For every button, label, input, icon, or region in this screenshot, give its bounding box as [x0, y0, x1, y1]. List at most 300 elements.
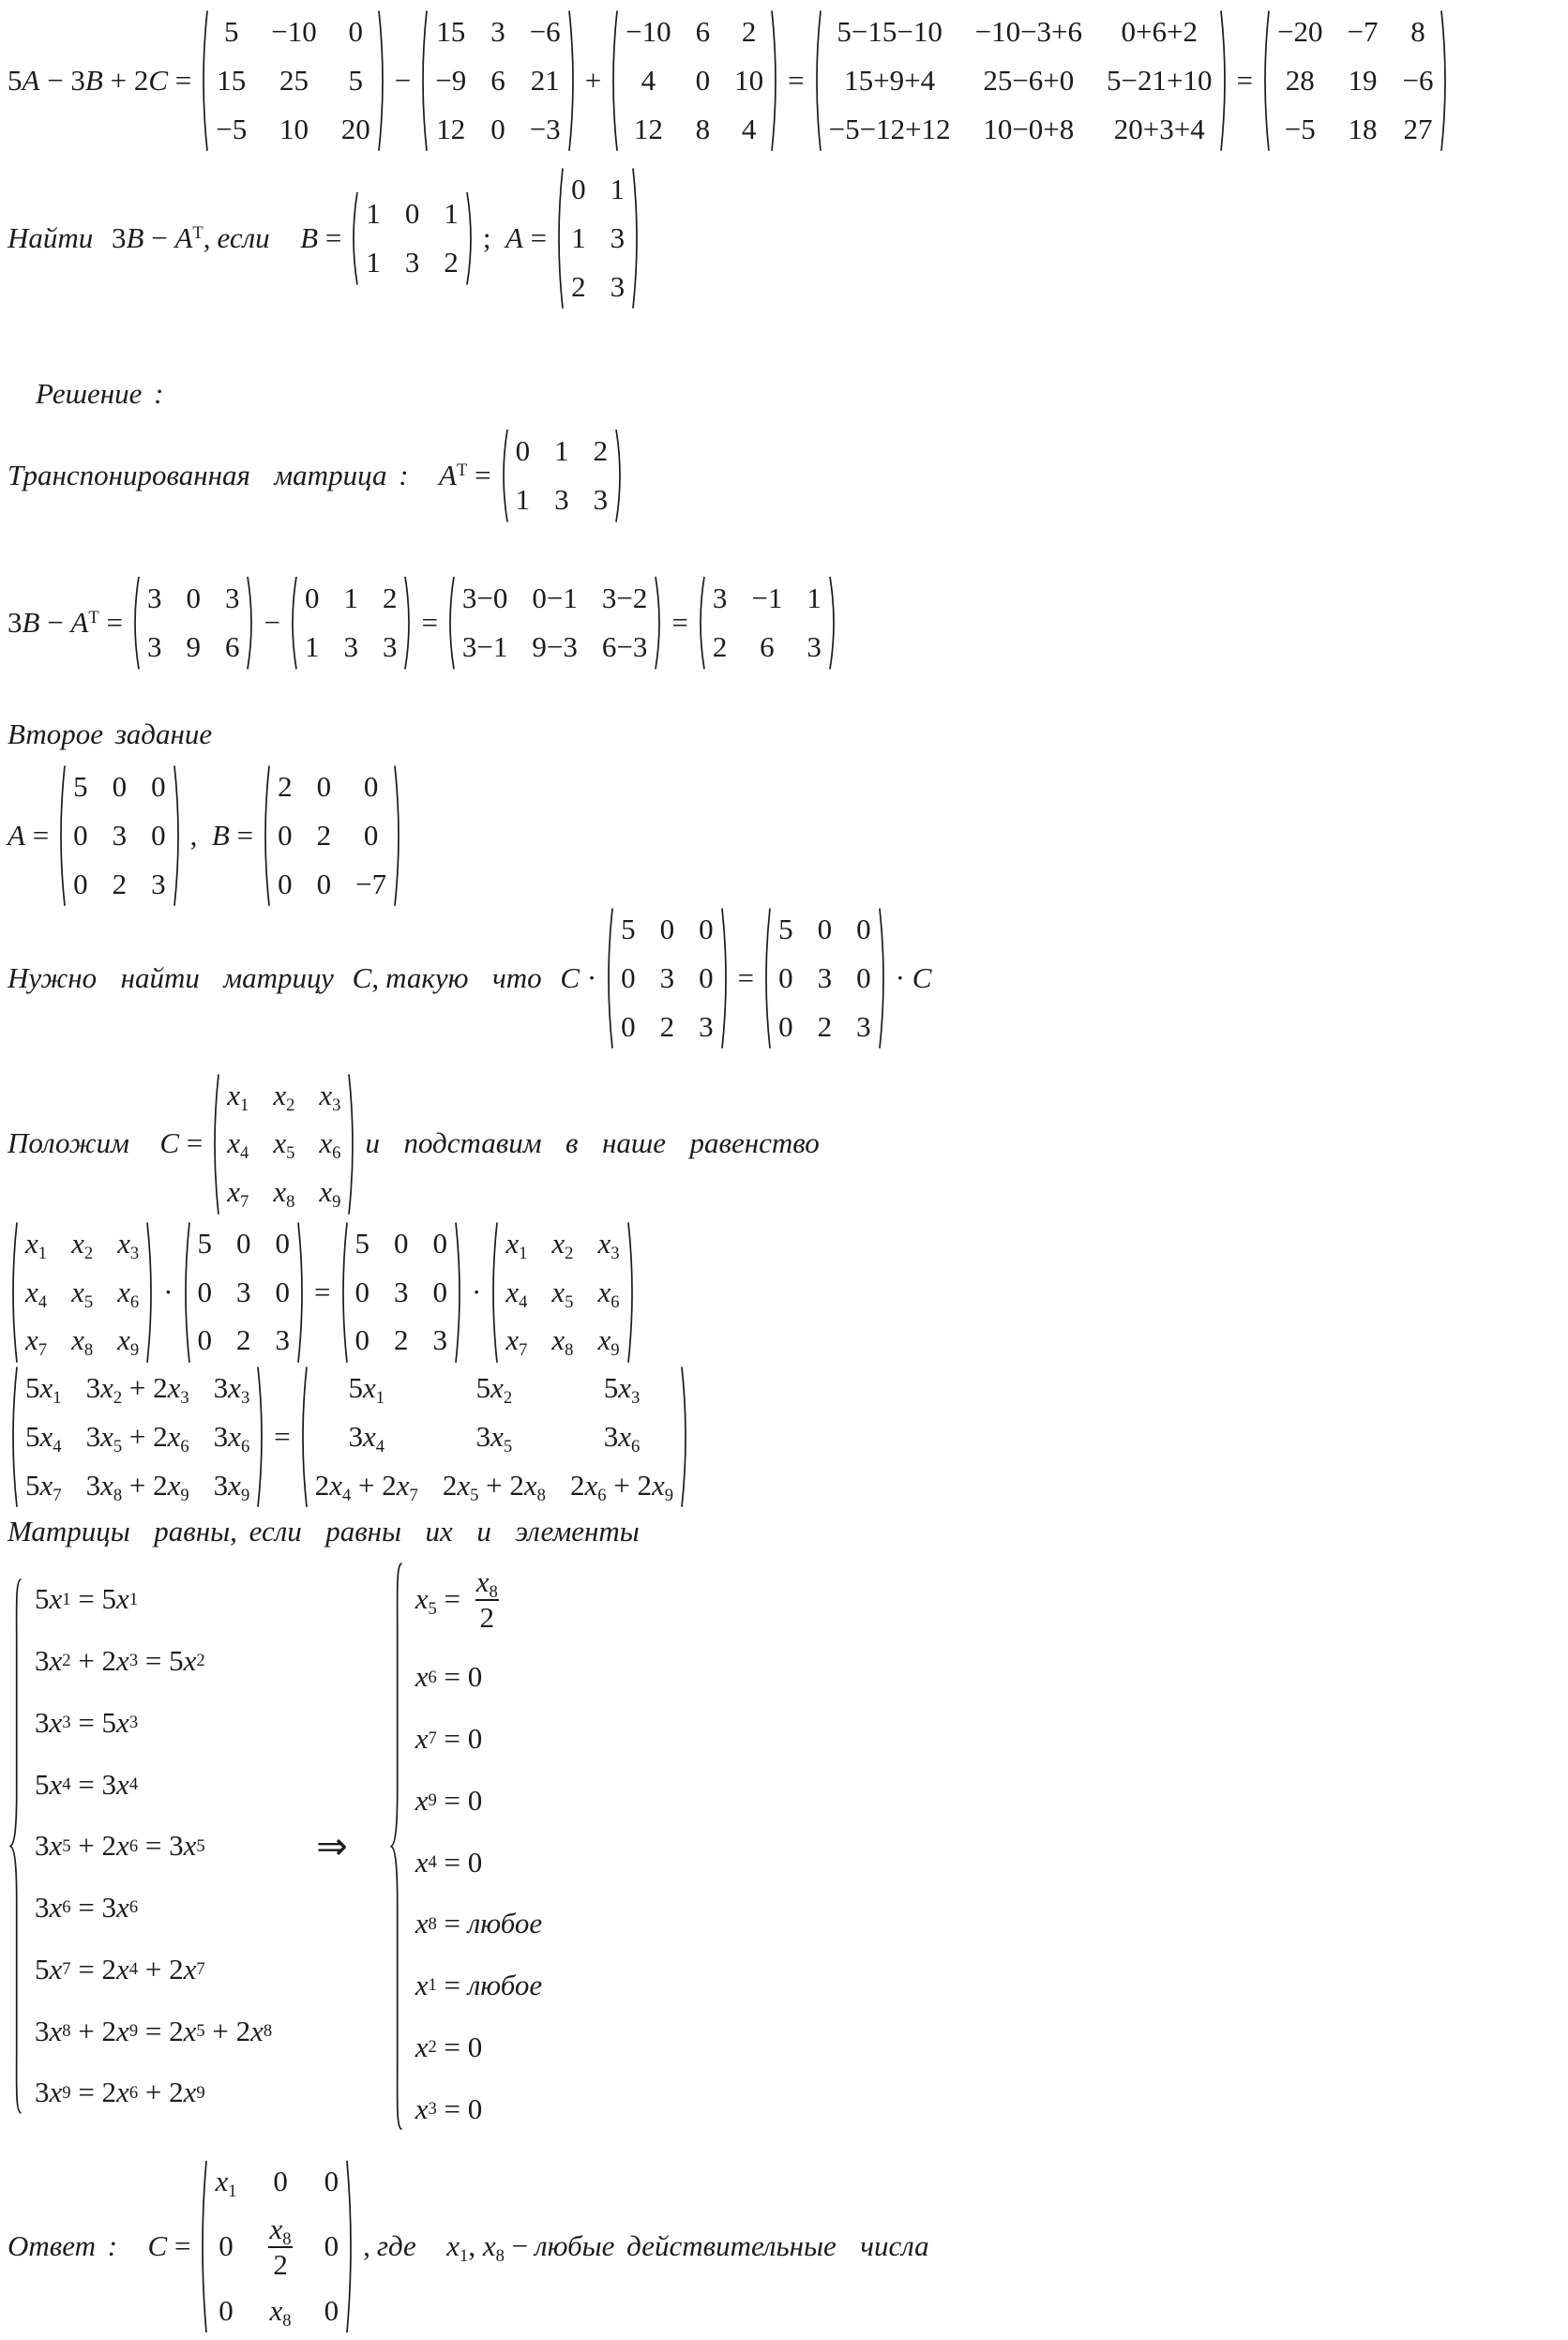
matrix-cell: $5x_1$ [348, 1371, 385, 1408]
matrix-grid [614, 907, 720, 1049]
matrix-cell: 2 [316, 818, 332, 852]
matrix-cell: 0 [571, 173, 586, 206]
matrix-cell: $x_5$ [71, 1275, 94, 1312]
matrix-cell: −5 [1284, 112, 1316, 145]
matrix-grid [298, 576, 404, 671]
matrix-cell: 0 [324, 2294, 339, 2328]
matrix-grid [271, 764, 393, 907]
matrix-cell: 0 [817, 913, 833, 946]
left-paren [348, 191, 359, 286]
right-paren [828, 576, 839, 671]
matrix-cell: $5x_4$ [25, 1419, 62, 1457]
math-run: ; A = [482, 221, 548, 254]
matrix-grid [565, 167, 631, 309]
matrix-cell: 3 [817, 961, 833, 994]
matrix-cell: 0 [275, 1275, 291, 1308]
matrix-cell: $x_9$ [597, 1323, 620, 1361]
math-run: $x_1$, $x_8$ − [446, 2229, 529, 2267]
matrix-cell: 10−0+8 [983, 112, 1075, 145]
matrix-cell: 5−21+10 [1107, 63, 1213, 97]
right-paren [614, 429, 626, 523]
matrix-cell: −5−12+12 [828, 112, 951, 145]
matrix-cell: 0 [316, 770, 332, 803]
text-run: такую что [385, 961, 554, 994]
matrix [197, 2159, 356, 2334]
matrix-cell: 0−1 [532, 581, 578, 614]
matrix-cell: $5x_2$ [475, 1371, 513, 1408]
right-paren [173, 764, 184, 907]
equality-note [8, 1514, 1560, 1550]
text-run: Решение : [36, 376, 164, 410]
matrix-cell: $x_1$ [215, 2165, 237, 2202]
matrix-cell: −10 [271, 15, 317, 48]
matrix-cell: 0 [324, 2229, 339, 2263]
math-run: $x_5$ = [415, 1582, 468, 1620]
matrix-grid [309, 1366, 680, 1508]
left-paren [498, 429, 509, 523]
matrix-cell: 3 [394, 1275, 409, 1308]
system-equation: x 1 = любое [415, 1969, 543, 2002]
matrix-cell: 0 [186, 581, 201, 614]
second-task-label [8, 717, 1560, 753]
product-line [8, 1366, 1560, 1508]
matrix-cell: 2 [817, 1009, 833, 1043]
matrix-cell: $5x_7$ [25, 1468, 62, 1505]
matrix-cell: $x_5$ [551, 1275, 574, 1312]
matrix [608, 9, 781, 152]
math-run: = [314, 1275, 331, 1308]
matrix [338, 1221, 466, 1364]
matrix-cell: 6 [224, 629, 240, 663]
task1-equation [8, 9, 1560, 152]
math-run: C = [159, 1126, 204, 1160]
right-paren [393, 764, 404, 907]
matrix-grid [208, 2159, 345, 2334]
matrix-cell: 8 [1410, 15, 1425, 48]
math-run: − [394, 63, 412, 97]
right-paren [1440, 9, 1451, 152]
right-paren [345, 2159, 356, 2334]
matrix-cell: 5 [224, 15, 239, 48]
system-equation: 3 x 6 = 3 x 6 [35, 1891, 139, 1925]
matrix [55, 764, 184, 907]
left-paren [8, 1221, 19, 1364]
matrix-cell: $x_7$ [25, 1323, 48, 1361]
matrix-grid [1271, 9, 1440, 152]
matrix-grid [429, 9, 566, 152]
matrix-cell: 0 [778, 961, 793, 994]
matrix-cell: 0 [856, 961, 871, 994]
left-paren [603, 907, 614, 1049]
right-paren [377, 9, 388, 152]
matrix-cell: 12 [633, 112, 663, 145]
matrix-cell: $x_9$ [117, 1323, 140, 1361]
matrix [8, 1221, 157, 1364]
right-paren [654, 576, 665, 671]
given-matrices [8, 764, 1560, 907]
left-paren [260, 764, 271, 907]
matrix-grid [191, 1221, 297, 1364]
matrix-cell: $3x_3$ [213, 1371, 250, 1408]
left-paren [761, 907, 772, 1049]
matrix-cell: $2x_6 + 2x_9$ [569, 1468, 674, 1505]
matrix-grid [509, 429, 615, 523]
matrix-cell: $5x_1$ [25, 1371, 62, 1408]
left-paren [488, 1221, 499, 1364]
matrix-cell: $x_2$ [273, 1078, 295, 1115]
matrix [209, 1073, 358, 1215]
matrix-cell: 0 [490, 112, 505, 145]
system-equation: 3 x 3 = 5 x 3 [35, 1705, 139, 1739]
matrix-cell: 3 [659, 961, 675, 994]
matrix-cell: $3x_6$ [603, 1419, 641, 1457]
matrix-cell: $x_2$ [551, 1226, 574, 1263]
math-run: · [163, 1275, 173, 1308]
left-paren [553, 167, 565, 309]
matrix-cell: 2 [112, 867, 128, 900]
matrix-cell: 3 [807, 629, 822, 663]
matrix [761, 907, 889, 1049]
left-paren [695, 576, 706, 671]
equation-system [8, 1574, 276, 2119]
matrix-cell: 2 [394, 1323, 409, 1357]
matrix-cell: 3 [856, 1009, 871, 1043]
fraction-denominator: 2 [268, 2246, 293, 2282]
matrix-cell [262, 2212, 300, 2281]
matrix-cell: 0 [432, 1226, 447, 1260]
matrix-grid [19, 1221, 145, 1364]
right-paren [296, 1221, 308, 1364]
matrix-cell: 0 [219, 2229, 234, 2263]
matrix-cell: 8 [695, 112, 711, 145]
right-paren [403, 576, 415, 671]
matrix-cell: −10−3+6 [974, 15, 1083, 48]
matrix-cell: 4 [641, 63, 656, 97]
math-run: , [363, 2229, 370, 2263]
matrix-grid [456, 576, 654, 671]
math-run: 5A − 3B + 2C = [8, 63, 192, 97]
matrix-cell: 21 [530, 63, 560, 97]
matrix-cell: −1 [751, 581, 783, 614]
matrix-cell: $x_8$ [269, 2294, 292, 2332]
matrix-cell: 2 [382, 581, 398, 614]
left-paren [1259, 9, 1271, 152]
matrix-cell: 0 [151, 818, 166, 852]
matrix-cell: −10 [626, 15, 671, 48]
text-run: Найти [8, 221, 106, 254]
matrix-cell: $3x_2 + 2x_3$ [85, 1371, 189, 1408]
matrix-cell: 0 [659, 913, 675, 946]
matrix-cell: 2 [712, 629, 728, 663]
matrix-grid [359, 191, 465, 286]
matrix-cell: 1 [444, 197, 459, 231]
system-equation: x 7 = 0 [415, 1722, 483, 1756]
math-run: C = [147, 2229, 191, 2263]
matrix-cell: $3x_5$ [475, 1419, 513, 1457]
matrix-cell: 5 [73, 770, 88, 803]
matrix-cell: 15+9+4 [844, 63, 936, 97]
matrix-cell: $x_6$ [117, 1275, 140, 1312]
right-paren [465, 191, 476, 286]
matrix-cell: −3 [529, 112, 561, 145]
matrix-cell: 1 [571, 221, 586, 254]
matrix-cell: 0 [112, 770, 128, 803]
matrix-cell: 2 [741, 15, 757, 48]
system-equation: x 2 = 0 [415, 2030, 483, 2063]
matrix-cell: 0 [621, 961, 636, 994]
matrix [260, 764, 404, 907]
fraction [472, 1565, 503, 1634]
matrix-cell: 0 [432, 1275, 447, 1308]
need-find-line [8, 907, 1560, 1049]
matrix-cell: $3x_5 + 2x_6$ [85, 1419, 189, 1457]
matrix-cell: 3 [275, 1323, 291, 1357]
matrix-cell: 25−6+0 [983, 63, 1075, 97]
matrix [695, 576, 839, 671]
matrix-cell: 3−2 [601, 581, 648, 614]
system-equation: 3 x 9 = 2 x 6 + 2 x 9 [35, 2076, 205, 2109]
text-run: где [376, 2229, 441, 2263]
system-equation: x 9 = 0 [415, 1783, 483, 1817]
math-run: = [737, 961, 755, 994]
matrix-cell: 2 [236, 1323, 251, 1357]
matrix-cell: $2x_5 + 2x_8$ [442, 1468, 546, 1505]
matrix-cell: 0 [197, 1275, 213, 1308]
let-c-line [8, 1073, 1560, 1215]
matrix-cell: 5 [354, 1226, 369, 1260]
matrix-cell: 0 [404, 197, 420, 231]
matrix-cell: 1 [515, 483, 531, 516]
matrix-cell: 20+3+4 [1113, 112, 1205, 145]
matrix-cell: 0 [273, 2165, 288, 2198]
matrix-cell: 0 [699, 913, 714, 946]
matrix-cell: 0 [515, 434, 531, 468]
matrix-cell: 0+6+2 [1121, 15, 1199, 48]
matrix [498, 429, 626, 523]
math-run: $A^T$ = [439, 459, 491, 492]
matrix-grid [209, 9, 376, 152]
matrix-cell: 9 [186, 629, 201, 663]
matrix-cell: 0 [363, 818, 379, 852]
matrix-cell: 15 [217, 63, 247, 97]
matrix-cell: 0 [363, 770, 379, 803]
left-paren [198, 9, 209, 152]
math-run: , B = [189, 818, 254, 852]
matrix-cell: 0 [394, 1226, 409, 1260]
left-paren [608, 9, 619, 152]
matrix-cell: −7 [1347, 15, 1379, 48]
left-paren [811, 9, 822, 152]
matrix-cell: 3 [236, 1275, 251, 1308]
text-run: если [217, 221, 294, 254]
matrix-cell: $x_1$ [25, 1226, 48, 1263]
matrix-cell: 3 [151, 867, 166, 900]
right-paren [720, 907, 731, 1049]
matrix-cell: 28 [1285, 63, 1315, 97]
matrix-cell: $x_1$ [505, 1226, 528, 1263]
implies-arrow-icon: ⇒ [316, 1824, 348, 1868]
matrix-cell: 3 [490, 15, 505, 48]
matrix-cell: 1 [610, 173, 626, 206]
text-run: и подставим в наше равенство [365, 1126, 820, 1160]
matrix [8, 1366, 267, 1508]
matrix-cell: 18 [1348, 112, 1378, 145]
matrix-cell: 5 [778, 913, 793, 946]
system-equation: x 8 = любое [415, 1907, 543, 1940]
left-paren [180, 1221, 191, 1364]
matrix-cell: −20 [1277, 15, 1323, 48]
matrix-cell: 3 [224, 581, 240, 614]
matrix-grid [67, 764, 173, 907]
matrix-cell: 12 [436, 112, 466, 145]
matrix-grid [499, 1221, 626, 1364]
matrix-cell: 2 [659, 1009, 675, 1043]
matrix-cell: 1 [554, 434, 569, 468]
text-run: любые действительные числа [535, 2229, 929, 2263]
system-equation: 5 x 1 = 5 x 1 [35, 1582, 139, 1616]
left-paren [197, 2159, 208, 2334]
matrix-cell: 3 [343, 629, 358, 663]
right-paren [145, 1221, 157, 1364]
matrix-cell: $x_5$ [273, 1126, 295, 1164]
matrix-cell: 0 [778, 1009, 793, 1043]
matrix-cell: 3 [593, 483, 609, 516]
right-paren [567, 9, 579, 152]
matrix-grid [772, 907, 878, 1049]
answer-line [8, 2159, 1560, 2334]
matrix-cell: 4 [741, 112, 757, 145]
matrix [488, 1221, 637, 1364]
matrix [297, 1366, 691, 1508]
right-paren [878, 907, 889, 1049]
matrix-cell: 27 [1403, 112, 1433, 145]
matrix-cell: 1 [807, 581, 822, 614]
matrix [180, 1221, 309, 1364]
equivalence-systems [8, 1558, 1560, 2135]
matrix-cell: 0 [316, 867, 332, 900]
matrix-grid [822, 9, 1219, 152]
matrix-cell: $x_7$ [505, 1323, 528, 1361]
matrix-cell: $x_2$ [71, 1226, 94, 1263]
matrix-cell: 3 [554, 483, 569, 516]
matrix-cell: $3x_9$ [213, 1468, 250, 1505]
right-paren [454, 1221, 465, 1364]
matrix-cell: $x_6$ [319, 1126, 341, 1164]
matrix-grid [220, 1073, 347, 1215]
system-brace [388, 1558, 404, 2135]
matrix-cell: $x_4$ [25, 1275, 48, 1312]
task2-computation [8, 576, 1560, 671]
matrix-cell: 0 [73, 867, 88, 900]
left-paren [209, 1073, 220, 1215]
fraction-numerator: $x_8$ [269, 2212, 292, 2249]
matrix-cell: 2 [278, 770, 293, 803]
matrix [811, 9, 1230, 152]
system-equation: x 4 = 0 [415, 1845, 483, 1879]
math-run: = [671, 605, 688, 639]
matrix [129, 576, 258, 671]
matrix-cell: $3x_6$ [213, 1419, 250, 1457]
transpose-line [8, 429, 1560, 523]
matrix-cell: 20 [340, 112, 370, 145]
matrix-cell: 3 [146, 629, 162, 663]
matrix-cell: 0 [151, 770, 166, 803]
matrix-cell: 0 [73, 818, 88, 852]
matrix [603, 907, 731, 1049]
matrix-cell: 10 [734, 63, 764, 97]
matrix [198, 9, 387, 152]
system-equations [404, 1558, 546, 2135]
matrix-cell: 1 [366, 245, 381, 279]
matrix-cell: 0 [304, 581, 320, 614]
text-run: Второе задание [8, 717, 213, 751]
system-equation [415, 1565, 542, 1634]
matrix-cell: −7 [355, 867, 387, 900]
math-run: = [421, 605, 438, 639]
text-run: Ответ : [8, 2229, 142, 2263]
right-paren [680, 1366, 691, 1508]
left-paren [417, 9, 429, 152]
math-run: = [788, 63, 805, 97]
matrix [417, 9, 578, 152]
matrix-cell: 0 [219, 2294, 234, 2328]
matrix-cell: 0 [856, 913, 871, 946]
left-paren [129, 576, 141, 671]
matrix-cell: 3 [432, 1323, 447, 1357]
matrix-cell: 0 [236, 1226, 251, 1260]
matrix-cell: 0 [695, 63, 711, 97]
system-equation: 5 x 4 = 3 x 4 [35, 1767, 139, 1801]
matrix-cell: 0 [621, 1009, 636, 1043]
matrix-cell: 0 [354, 1275, 369, 1308]
right-paren [347, 1073, 358, 1215]
matrix-cell: 19 [1348, 63, 1378, 97]
math-run: · C [895, 961, 932, 994]
math-run: $3B - A^T$ = [8, 605, 123, 639]
system-equation: 3 x 8 + 2 x 9 = 2 x 5 + 2 x 8 [35, 2014, 273, 2047]
fraction [265, 2212, 296, 2281]
matrix-cell: $3x_8 + 2x_9$ [85, 1468, 189, 1505]
matrix-cell: 0 [278, 818, 293, 852]
right-paren [631, 167, 642, 309]
system-equations [23, 1574, 276, 2119]
system-equation: 3 x 2 + 2 x 3 = 5 x 2 [35, 1644, 205, 1678]
right-paren [246, 576, 257, 671]
matrix-cell: 6 [695, 15, 711, 48]
math-run: · [472, 1275, 482, 1308]
matrix-cell: 5 [621, 913, 636, 946]
matrix-cell: −6 [529, 15, 561, 48]
system-brace [8, 1574, 23, 2119]
matrix-cell: 3 [610, 269, 626, 303]
right-paren [770, 9, 781, 152]
matrix-cell: $x_6$ [597, 1275, 620, 1312]
matrix-cell: $x_9$ [319, 1175, 341, 1212]
task2-statement [8, 167, 1560, 309]
matrix-cell: 3 [382, 629, 398, 663]
matrix-cell: $x_3$ [117, 1226, 140, 1263]
math-run: = [274, 1419, 291, 1453]
matrix-cell: $2x_4 + 2x_7$ [314, 1468, 418, 1505]
substitution-line [8, 1221, 1560, 1364]
matrix-cell: $x_7$ [227, 1175, 249, 1212]
matrix-grid [19, 1366, 256, 1508]
matrix-cell: 5−15−10 [837, 15, 942, 48]
matrix-cell: $x_8$ [273, 1175, 295, 1212]
matrix-cell: $x_1$ [227, 1078, 249, 1115]
math-run: $3B - A^T$, [112, 221, 211, 254]
math-run: − [264, 605, 280, 639]
